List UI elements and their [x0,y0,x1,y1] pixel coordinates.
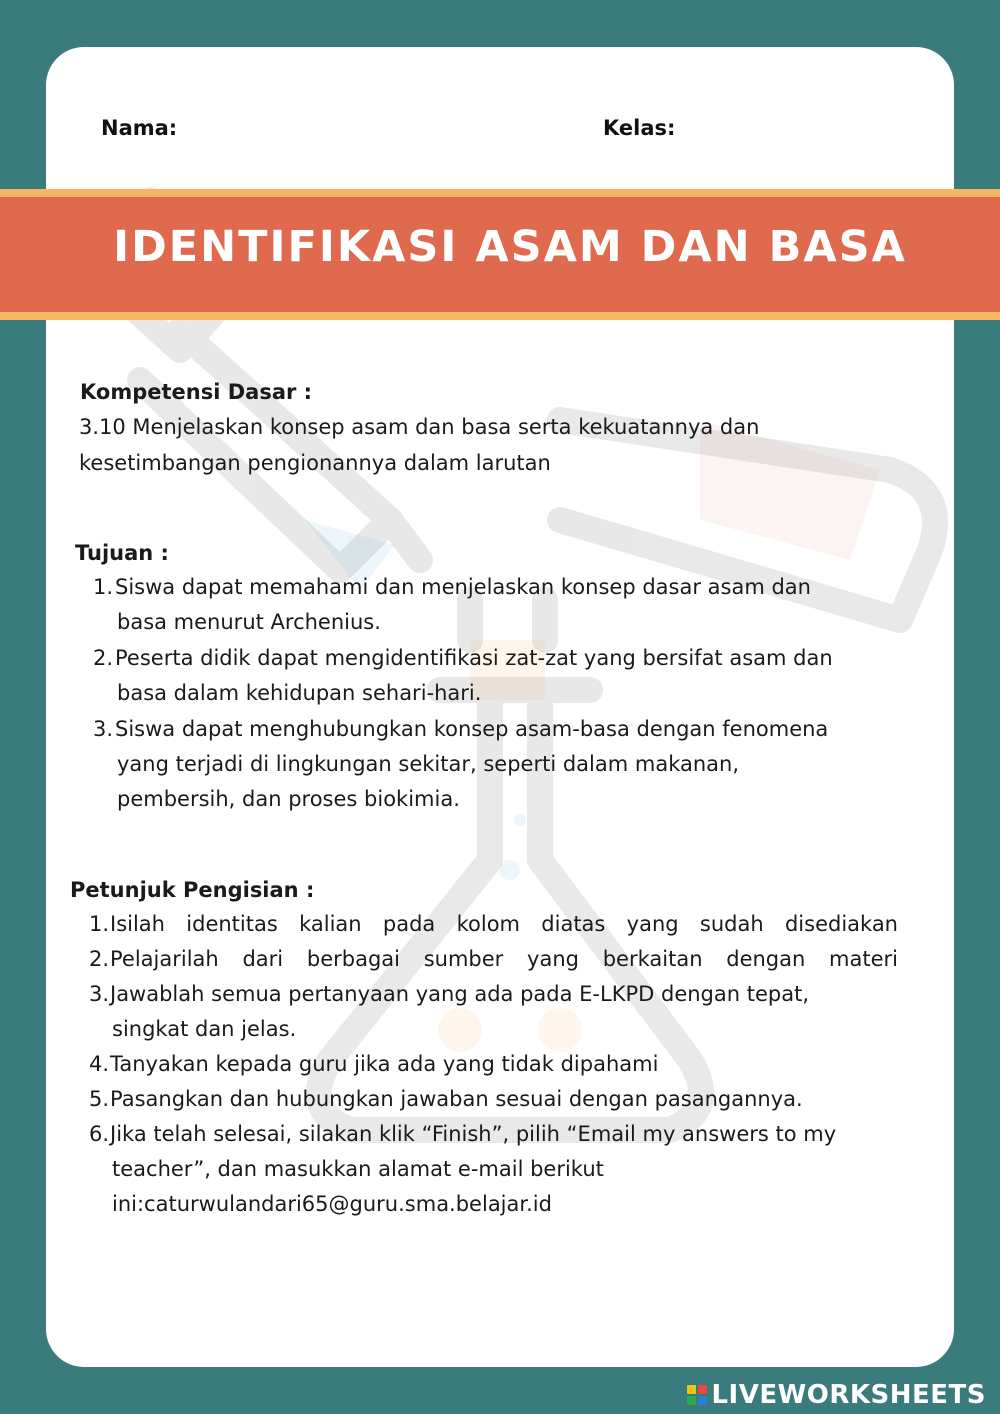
kompetensi-text-line-1: 3.10 Menjelaskan konsep asam dan basa serta kekuatannya dan [79,415,760,439]
list-item: 3. Jawablah semua pertanyaan yang ada pada E-LKPD dengan tepat, singkat dan jelas. [89,982,809,1041]
name-label: Nama: [101,116,178,140]
tujuan-list [93,570,923,817]
list-item: 3. Siswa dapat menghubungkan konsep asam-basa dengan fenomena yang terjadi di lingkungan sekitar, seperti dalam makanan, pembersih, dan proses biokimia. [93,717,829,811]
petunjuk-list [89,907,919,1222]
class-label: Kelas: [603,116,676,140]
kompetensi-heading: Kompetensi Dasar : [80,380,313,404]
banner-bottom-stripe [0,312,1000,320]
list-item: 4. Tanyakan kepada guru jika ada yang tidak dipahami [89,1052,659,1076]
list-item: 6. Jika telah selesai, silakan klik “Finish”, pilih “Email my answers to my teacher”, dan masukkan alamat e-mail berikut ini:caturwulandari65@guru.sma.belajar.id [89,1122,837,1216]
brand-text: LIVEWORKSHEETS [711,1380,986,1410]
list-item: 2. Peserta didik dapat mengidentifikasi zat-zat yang bersifat asam dan basa dalam kehidupan sehari-hari. [93,646,833,705]
list-item: 1. Siswa dapat memahami dan menjelaskan konsep dasar asam dan basa menurut Archenius. [93,575,811,634]
liveworksheets-logo-icon [687,1385,707,1405]
tujuan-heading: Tujuan : [75,541,169,565]
page-title: IDENTIFIKASI ASAM DAN BASA [113,222,907,272]
list-item: 1. Isilah identitas kalian pada kolom diatas yang sudah disediakan [89,912,898,936]
list-item: 5. Pasangkan dan hubungkan jawaban sesuai dengan pasangannya. [89,1087,803,1111]
liveworksheets-brand [687,1380,986,1410]
banner-top-stripe [0,189,1000,197]
kompetensi-text-line-2: kesetimbangan pengionannya dalam larutan [79,451,551,475]
petunjuk-heading: Petunjuk Pengisian : [70,878,315,902]
list-item: 2. Pelajarilah dari berbagai sumber yang berkaitan dengan materi [89,947,898,971]
